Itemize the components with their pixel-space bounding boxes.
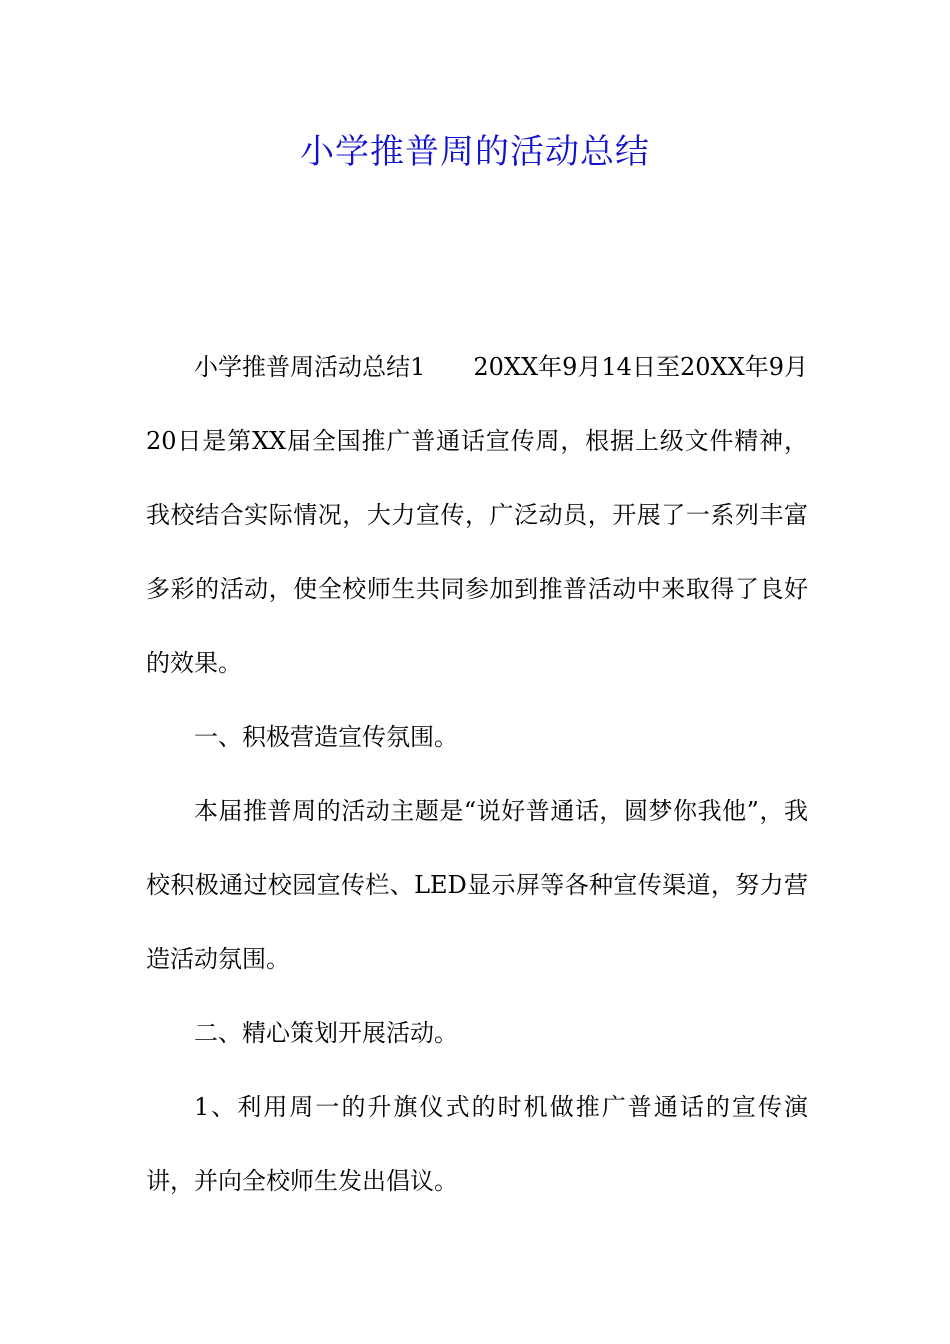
paragraph-heading-one: 一、积极营造宣传氛围。 <box>194 723 458 751</box>
document-body <box>146 330 808 1218</box>
paragraph-intro: 小学推普周活动总结1 20XX年9月14日至20XX年9月20日是第XX届全国推广普通话宣传周，根据上级文件精神，我校结合实际情况，大力宣传，广泛动员，开展了一系列丰富多彩的活动，使全校师生共同参加到推普活动中来取得了良好的效果。 <box>146 353 808 677</box>
paragraph-item-one: 1、利用周一的升旗仪式的时机做推广普通话的宣传演讲，并向全校师生发出倡议。 <box>146 1093 808 1195</box>
paragraph-theme: 本届推普周的活动主题是“说好普通话，圆梦你我他”，我校积极通过校园宣传栏、LED显示屏等各种宣传渠道，努力营造活动氛围。 <box>146 797 808 973</box>
document-title: 小学推普周的活动总结 <box>300 132 650 172</box>
paragraph-heading-two: 二、精心策划开展活动。 <box>194 1019 458 1047</box>
